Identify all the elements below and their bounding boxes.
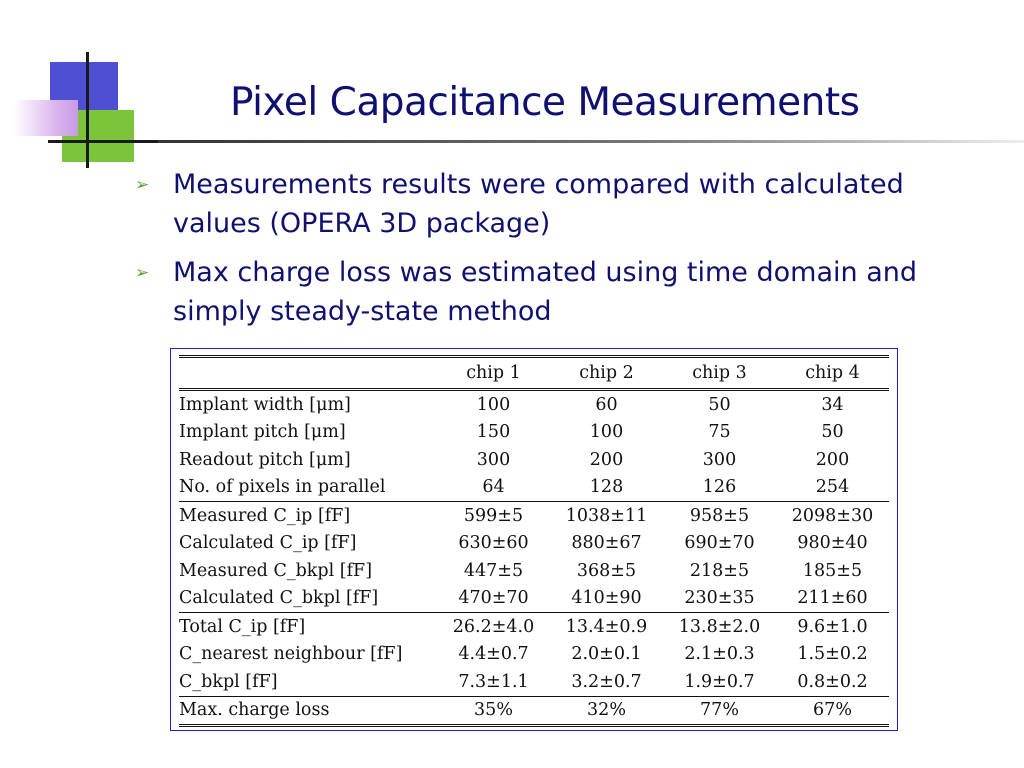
table-cell: 211±60 xyxy=(797,588,868,609)
table-cell: 9.6±1.0 xyxy=(776,613,889,641)
row-label: Measured C_ip [fF] xyxy=(179,502,437,530)
table-row xyxy=(179,419,889,447)
table-cell: 980±40 xyxy=(797,533,868,554)
table-cell: 50 xyxy=(708,394,731,415)
row-label: Max. charge loss xyxy=(179,696,437,726)
table-cell: 13.8±2.0 xyxy=(663,613,776,641)
table-cell: 1038±11 xyxy=(550,502,663,530)
row-label: Measured C_bkpl [fF] xyxy=(179,560,373,581)
table-cell: 0.8±0.2 xyxy=(797,671,868,692)
table-cell: 67% xyxy=(776,696,889,726)
table-cell: 185±5 xyxy=(802,560,863,581)
table-cell: 32% xyxy=(550,696,663,726)
table-cell: 150 xyxy=(476,422,511,443)
table-cell: 470±70 xyxy=(458,588,529,609)
bullet-item xyxy=(135,165,965,243)
decor-horizontal-line xyxy=(48,140,158,143)
row-label: No. of pixels in parallel xyxy=(179,477,386,498)
row-label: C_bkpl [fF] xyxy=(179,671,278,692)
table-cell: 230±35 xyxy=(684,588,755,609)
table-cell: 60 xyxy=(595,394,618,415)
table-row xyxy=(179,530,889,558)
row-label: Readout pitch [μm] xyxy=(179,449,351,470)
table-row xyxy=(179,641,889,669)
table-cell: 599±5 xyxy=(437,502,550,530)
table-cell: 2.1±0.3 xyxy=(684,644,755,665)
table-cell: 75 xyxy=(708,422,731,443)
arrow-bullet-icon: ➢ xyxy=(135,175,150,195)
title-rule xyxy=(88,140,1024,143)
table-cell: 77% xyxy=(663,696,776,726)
table-cell: 410±90 xyxy=(571,588,642,609)
table-cell: 26.2±4.0 xyxy=(437,613,550,641)
table-cell: 447±5 xyxy=(463,560,524,581)
table-cell: 200 xyxy=(589,449,624,470)
table-cell: 64 xyxy=(482,477,505,498)
table-cell: 100 xyxy=(589,422,624,443)
table-row xyxy=(179,668,889,696)
table-cell: 630±60 xyxy=(458,533,529,554)
bullet-list xyxy=(135,165,965,341)
table-cell: 13.4±0.9 xyxy=(550,613,663,641)
table-row xyxy=(179,557,889,585)
row-label: Implant width [μm] xyxy=(179,394,351,415)
table-cell: 254 xyxy=(815,477,850,498)
table-row xyxy=(179,502,889,530)
table-cell: 300 xyxy=(702,449,737,470)
table-cell: 128 xyxy=(589,477,624,498)
row-label: Total C_ip [fF] xyxy=(179,613,437,641)
row-label: Implant pitch [μm] xyxy=(179,422,346,443)
table-row xyxy=(179,613,889,641)
row-label: Calculated C_bkpl [fF] xyxy=(179,588,379,609)
bullet-text: Measurements results were compared with calculated values (OPERA 3D package) xyxy=(173,169,904,239)
table-cell: 958±5 xyxy=(663,502,776,530)
table-cell: 200 xyxy=(815,449,850,470)
capacitance-table xyxy=(179,355,889,727)
slide-title: Pixel Capacitance Measurements xyxy=(230,80,860,125)
table-row xyxy=(179,696,889,726)
table-frame xyxy=(170,348,898,731)
arrow-bullet-icon: ➢ xyxy=(135,263,150,283)
table-cell: 368±5 xyxy=(576,560,637,581)
table-row xyxy=(179,474,889,502)
table-row xyxy=(179,446,889,474)
bullet-text: Max charge loss was estimated using time domain and simply steady-state method xyxy=(173,257,918,327)
table-cell: 50 xyxy=(821,422,844,443)
table-cell: 100 xyxy=(476,394,511,415)
header-cell: chip 3 xyxy=(663,357,776,390)
header-cell: chip 4 xyxy=(776,357,889,390)
table-body xyxy=(179,390,889,726)
table-cell: 218±5 xyxy=(689,560,750,581)
table-header-row xyxy=(179,357,889,390)
table-cell: 34 xyxy=(821,394,844,415)
table-cell: 3.2±0.7 xyxy=(571,671,642,692)
table-cell: 2.0±0.1 xyxy=(571,644,642,665)
table-cell: 35% xyxy=(437,696,550,726)
table-cell: 880±67 xyxy=(571,533,642,554)
row-label: C_nearest neighbour [fF] xyxy=(179,644,403,665)
header-cell xyxy=(179,357,437,390)
table-cell: 2098±30 xyxy=(776,502,889,530)
decor-square-pink xyxy=(14,100,78,136)
header-cell: chip 2 xyxy=(550,357,663,390)
table-row xyxy=(179,390,889,419)
table-cell: 7.3±1.1 xyxy=(458,671,529,692)
table-cell: 690±70 xyxy=(684,533,755,554)
table-cell: 1.5±0.2 xyxy=(797,644,868,665)
header-cell: chip 1 xyxy=(437,357,550,390)
table-row xyxy=(179,585,889,613)
table-cell: 126 xyxy=(702,477,737,498)
table-cell: 300 xyxy=(476,449,511,470)
table-cell: 1.9±0.7 xyxy=(684,671,755,692)
table-cell: 4.4±0.7 xyxy=(458,644,529,665)
decor-vertical-line xyxy=(86,52,89,168)
bullet-item xyxy=(135,253,965,331)
row-label: Calculated C_ip [fF] xyxy=(179,533,357,554)
